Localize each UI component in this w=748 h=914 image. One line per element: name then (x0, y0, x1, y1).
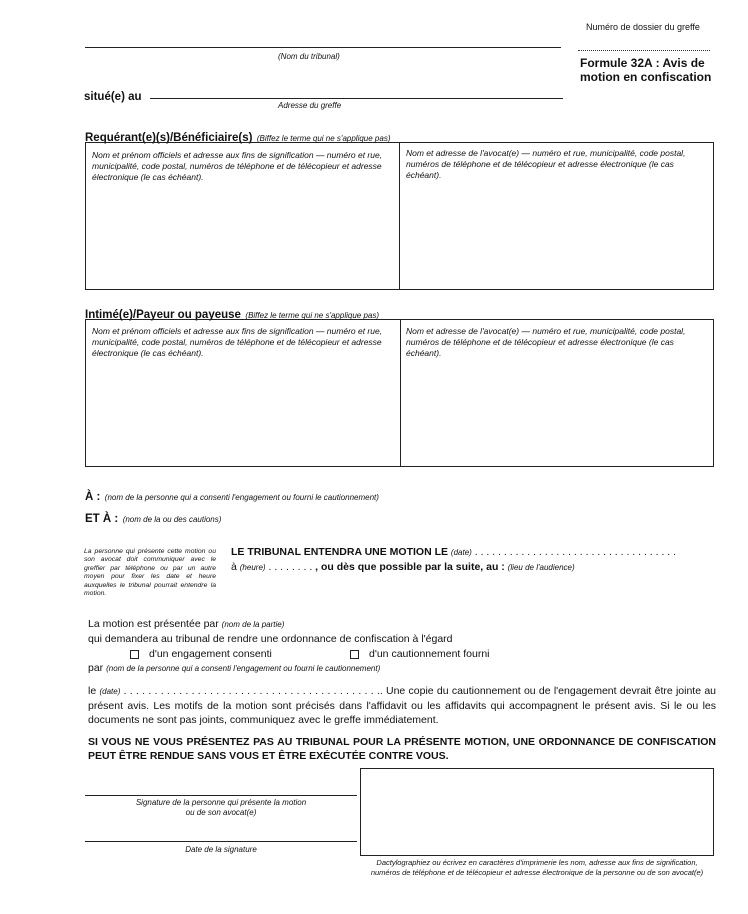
applicant-lawyer-cell[interactable]: Nom et adresse de l'avocat(e) — numéro et rue, municipalité, code postal, numéros de téléphone et de télécopieur et adresse électronique (le cas échéant). (406, 148, 686, 180)
court-address-field[interactable] (150, 98, 563, 99)
motion-paragraph (88, 684, 716, 727)
respondent-lawyer-cell[interactable]: Nom et adresse de l'avocat(e) — numéro et rue, municipalité, code postal, numéros de téléphone et de télécopieur et adresse électronique (le cas échéant). (406, 326, 686, 358)
motion-paragraph-text: . Une copie du cautionnement ou de l'engagement devrait être jointe au présent avis. Les motifs de la motion sont précisés dans l'affidavit ou les affidavits qui accompagnent le présent avis. Si le ou les documents ne sont pas joints, communiquez avec le greffe immédiatement. (88, 685, 716, 726)
applicant-party-cell[interactable]: Nom et prénom officiels et adresse aux fins de signification — numéro et rue, municipalité, code postal, numéros de téléphone et de télécopieur et adresse électronique (le cas échéant). (92, 150, 383, 182)
and-to-note: (nom de la ou des cautions) (122, 515, 222, 524)
court-address-caption: Adresse du greffe (278, 101, 342, 110)
presented-by-label: La motion est présentée par (88, 618, 219, 630)
by-note: (nom de la personne qui a consenti l'engagement ou fourni le cautionnement) (106, 664, 381, 673)
hearing-date-field[interactable]: . . . . . . . . . . . . . . . . . . . . . . . . . . . . . . . . . . . (474, 546, 677, 558)
located-label: situé(e) au (84, 91, 142, 103)
date-label: le (88, 685, 97, 697)
contact-box[interactable] (360, 768, 714, 856)
court-name-field[interactable] (85, 47, 561, 48)
hearing-line2-text: , ou dès que possible par la suite, au : (315, 561, 505, 573)
hearing-place-note: (lieu de l'audience) (507, 563, 575, 572)
form-title-line2: motion en confiscation (580, 70, 712, 84)
date-note: (date) (99, 687, 121, 696)
warning-text: SI VOUS NE VOUS PRÉSENTEZ PAS AU TRIBUNAL POUR LA PRÉSENTE MOTION, UNE ORDONNANCE DE CONFISCATION PEUT ÊTRE RENDUE SANS VOUS ET ÊTRE EXÉCUTÉE CONTRE VOUS. (88, 736, 716, 762)
asks-text: qui demandera au tribunal de rendre une ordonnance de confiscation à l'égard (88, 633, 453, 645)
respondent-heading: Intimé(e)/Payeur ou payeuse (85, 309, 241, 321)
option-engagement-label: d'un engagement consenti (149, 648, 272, 660)
applicant-heading-note: (Biffez le terme qui ne s'applique pas) (256, 134, 391, 143)
respondent-party-cell[interactable]: Nom et prénom officiels et adresse aux fins de signification — numéro et rue, municipalité, code postal, numéros de téléphone et de télécopieur et adresse électronique (le cas échéant). (92, 326, 383, 358)
contact-box-caption: Dactylographiez ou écrivez en caractères d'imprimerie les nom, adresse aux fins de signification, numéros de téléphone et de télécopieur et adresse électronique de la personne ou de son avocat(e) (370, 858, 704, 877)
and-to-label: ET À : (85, 513, 119, 525)
respondent-divider (400, 319, 401, 467)
signature-caption-2: ou de son avocat(e) (185, 808, 257, 817)
file-number-field[interactable] (578, 50, 710, 51)
applicant-divider (399, 142, 400, 290)
form-title-line1: Formule 32A : Avis de (580, 56, 705, 70)
hearing-side-note: La personne qui présente cette motion ou son avocat doit communiquer avec le greffier par téléphone ou par un autre moyen pour fixer les date et heure auxquelles le tribunal pourrait entendre la motion. (84, 548, 216, 598)
to-label: À : (85, 491, 101, 503)
presented-by-note: (nom de la partie) (221, 620, 285, 629)
signature-date-caption: Date de la signature (185, 845, 257, 854)
hearing-time-field[interactable]: . . . . . . . . (268, 561, 313, 573)
to-note: (nom de la personne qui a consenti l'engagement ou fourni le cautionnement) (104, 493, 379, 502)
signature-date-line[interactable] (85, 841, 357, 842)
signature-line[interactable] (85, 795, 357, 796)
cautionnement-checkbox[interactable] (350, 650, 359, 659)
file-number-label: Numéro de dossier du greffe (586, 22, 700, 32)
court-name-caption: (Nom du tribunal) (278, 52, 340, 61)
hearing-line1-text: LE TRIBUNAL ENTENDRA UNE MOTION LE (231, 546, 448, 558)
respondent-heading-note: (Biffez le terme qui ne s'applique pas) (245, 311, 380, 320)
hearing-at-label: à (231, 561, 237, 573)
by-label: par (88, 662, 104, 674)
option-cautionnement-label: d'un cautionnement fourni (369, 648, 490, 660)
hearing-time-note: (heure) (239, 563, 266, 572)
hearing-date-note: (date) (450, 548, 472, 557)
engagement-checkbox[interactable] (130, 650, 139, 659)
motion-date-field[interactable]: . . . . . . . . . . . . . . . . . . . . . . . . . . . . . . . . . . . . . . . . . . (123, 685, 380, 697)
signature-caption-1: Signature de la personne qui présente la motion (135, 798, 307, 807)
applicant-heading: Requérant(e)(s)/Bénéficiaire(s) (85, 132, 253, 144)
